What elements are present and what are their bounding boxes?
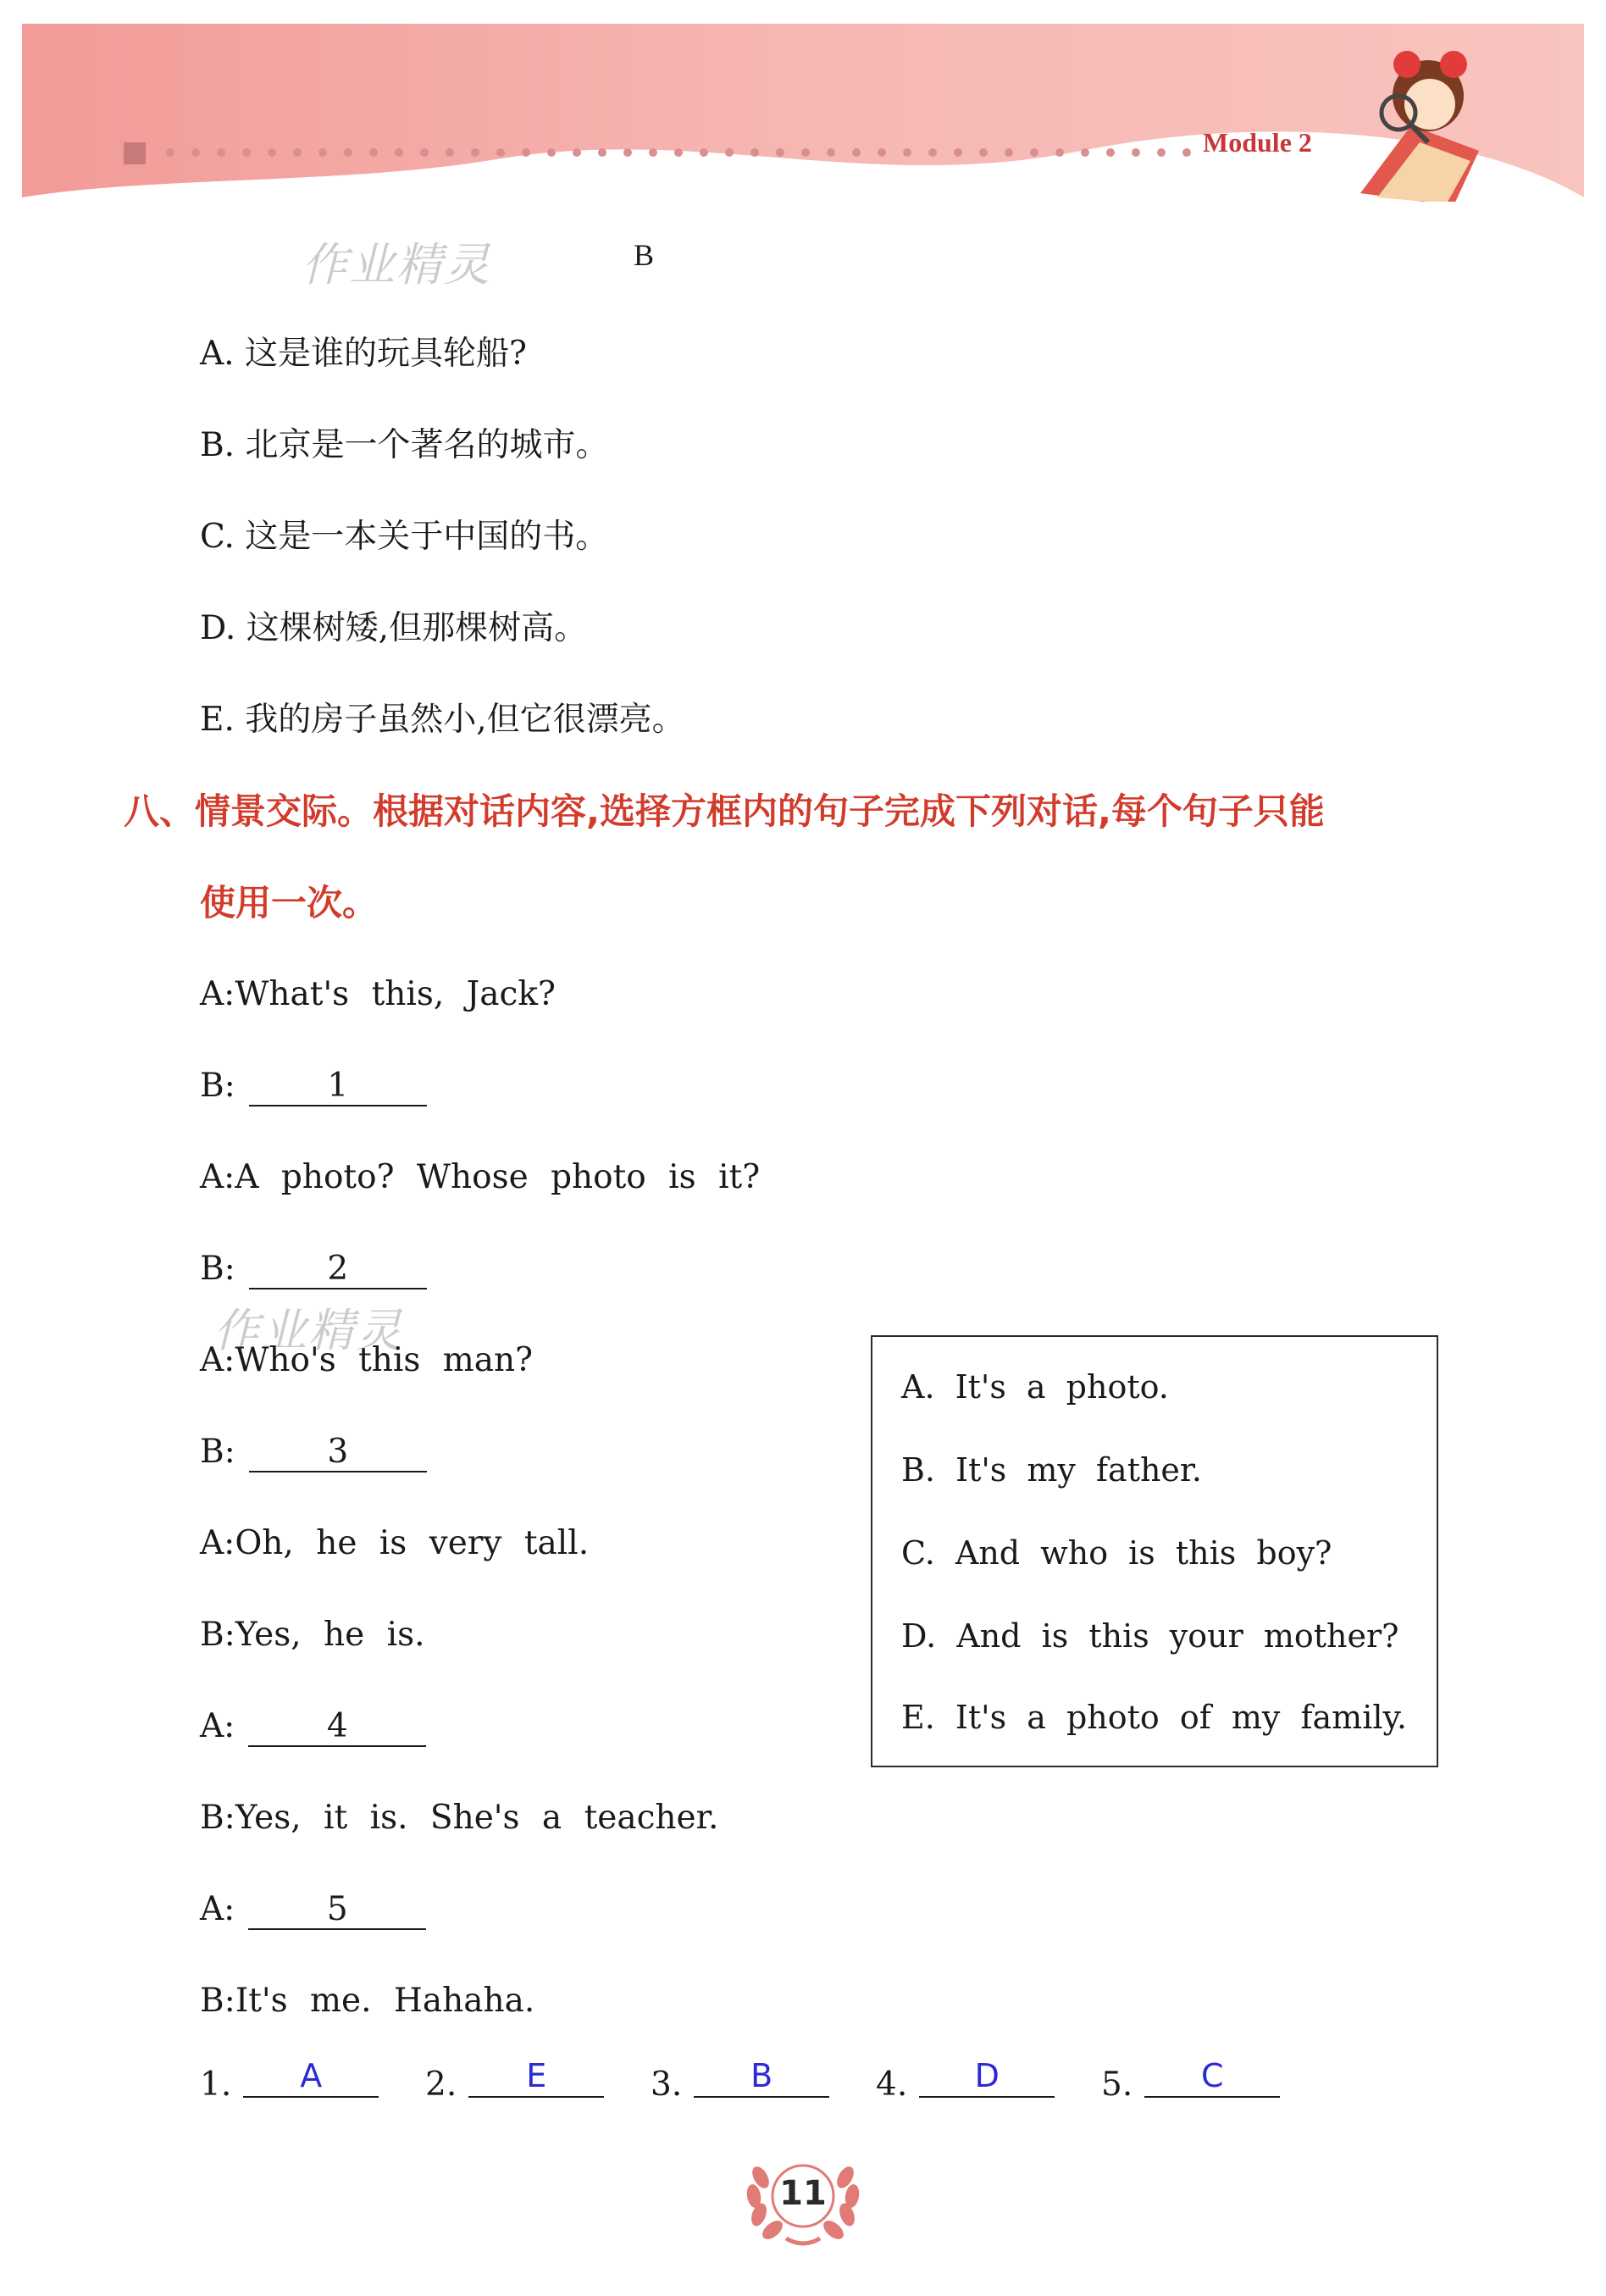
answer-blank[interactable]: 2 xyxy=(249,1251,427,1289)
answer-number: 4. xyxy=(876,2066,908,2104)
answer-number: 1. xyxy=(200,2066,232,2104)
page-number: 11 xyxy=(779,2174,827,2213)
answer-value[interactable]: E xyxy=(468,2055,604,2098)
answer-blank[interactable]: 4 xyxy=(248,1708,426,1747)
option-item: B. It's my father. xyxy=(901,1451,1202,1489)
speaker: A: xyxy=(200,1524,235,1562)
answer-number: 2. xyxy=(425,2066,457,2104)
speaker: B: xyxy=(200,1982,235,2020)
dialogue-line xyxy=(200,1247,427,1291)
answer-item xyxy=(876,2057,1055,2106)
translation-item: B. 北京是一个著名的城市。 xyxy=(200,426,609,464)
dialogue-line xyxy=(200,973,556,1017)
dialogue-line xyxy=(200,1979,534,2023)
header-banner xyxy=(22,24,1584,202)
speaker: A: xyxy=(200,1341,235,1379)
dialogue-line xyxy=(200,1339,533,1383)
speaker: B: xyxy=(200,1250,235,1288)
dialogue-line xyxy=(200,1522,589,1566)
answer-value[interactable]: D xyxy=(919,2055,1055,2098)
option-item: D. And is this your mother? xyxy=(901,1617,1399,1655)
translation-item: C. 这是一本关于中国的书。 xyxy=(200,518,609,556)
dialogue-line xyxy=(200,1705,426,1749)
dialogue-text: Oh, he is very tall. xyxy=(235,1524,590,1562)
watermark: 作业精灵 xyxy=(302,238,491,291)
section-heading-cont: 使用一次。 xyxy=(200,882,379,923)
speaker: A: xyxy=(200,1707,235,1745)
dialogue-text: It's me. Hahaha. xyxy=(235,1982,535,2020)
translation-item: E. 我的房子虽然小,但它很漂亮。 xyxy=(200,701,685,739)
speaker: B: xyxy=(200,1067,235,1105)
answer-blank[interactable]: 3 xyxy=(249,1434,427,1472)
section-label: B xyxy=(634,238,655,272)
page-number-badge xyxy=(735,2143,871,2254)
dialogue-line xyxy=(200,1888,426,1932)
answer-item xyxy=(425,2057,604,2106)
answer-item xyxy=(1101,2057,1280,2106)
option-item: C. And who is this boy? xyxy=(901,1534,1332,1572)
dialogue-text: What's this, Jack? xyxy=(235,975,556,1013)
answer-value[interactable]: B xyxy=(694,2055,829,2098)
option-item: A. It's a photo. xyxy=(901,1368,1169,1406)
answer-row xyxy=(200,2057,1403,2123)
watermark: 作业精灵 xyxy=(213,1304,403,1357)
dialogue-line xyxy=(200,1064,427,1108)
dialogue-text: Yes, it is. She's a teacher. xyxy=(235,1799,719,1837)
page-header xyxy=(22,24,1584,202)
answer-item xyxy=(651,2057,829,2106)
answer-value[interactable]: A xyxy=(243,2055,379,2098)
translation-item: D. 这棵树矮,但那棵树高。 xyxy=(200,609,588,647)
speaker: B: xyxy=(200,1616,235,1654)
answer-item xyxy=(200,2057,379,2106)
answer-blank[interactable]: 5 xyxy=(248,1891,426,1930)
answer-value[interactable]: C xyxy=(1144,2055,1280,2098)
speaker: B: xyxy=(200,1433,235,1471)
speaker: B: xyxy=(200,1799,235,1837)
dialogue-line xyxy=(200,1613,425,1657)
dialogue-text: Who's this man? xyxy=(235,1341,534,1379)
module-label: Module 2 xyxy=(1203,127,1312,158)
answer-blank[interactable]: 1 xyxy=(249,1068,427,1106)
speaker: A: xyxy=(200,1158,235,1196)
section-heading: 八、情景交际。根据对话内容,选择方框内的句子完成下列对话,每个句子只能 xyxy=(124,790,1325,832)
dialogue-text: Yes, he is. xyxy=(235,1616,425,1654)
speaker: A: xyxy=(200,975,235,1013)
answer-number: 3. xyxy=(651,2066,683,2104)
dialogue-line xyxy=(200,1430,427,1474)
option-item: E. It's a photo of my family. xyxy=(901,1699,1408,1736)
dialogue-text: A photo? Whose photo is it? xyxy=(235,1158,761,1196)
answer-number: 5. xyxy=(1101,2066,1133,2104)
options-box xyxy=(871,1335,1438,1767)
dialogue-line xyxy=(200,1796,718,1840)
translation-item: A. 这是谁的玩具轮船? xyxy=(200,335,527,373)
speaker: A: xyxy=(200,1890,235,1928)
dialogue-line xyxy=(200,1156,760,1200)
